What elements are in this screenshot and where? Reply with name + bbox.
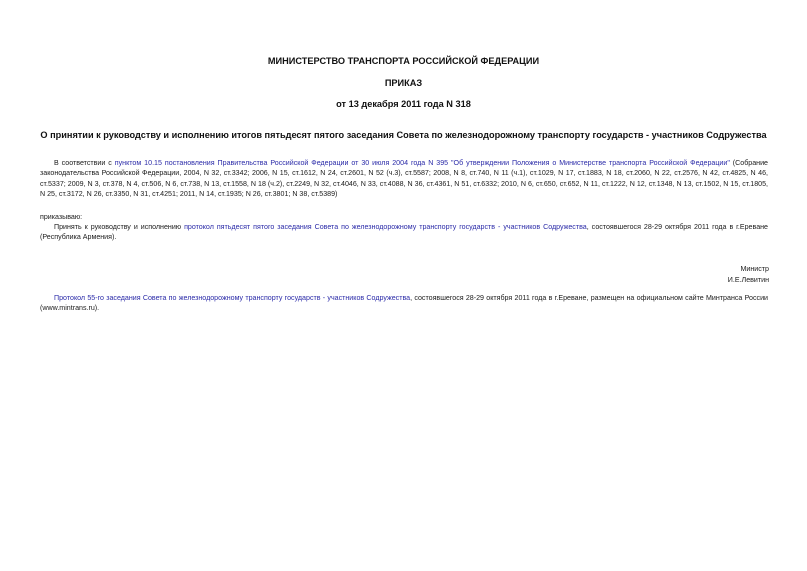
order-clause — [40, 222, 768, 243]
document-title: О принятии к руководству и исполнению итогов пятьдесят пятого заседания Совета по железнодорожному транспорту государств - участников Содружества — [40, 130, 767, 140]
order-clause-suffix: , состоявшегося 28-29 октября 2011 года в г.Ереване (Республика Армения). — [40, 223, 768, 242]
note-paragraph — [40, 293, 768, 314]
preamble-paragraph — [40, 158, 768, 200]
order-word: приказываю: — [40, 213, 83, 221]
protocol-55-link[interactable]: Протокол 55-го заседания Совета по железнодорожному транспорту государств - участников Содружества — [54, 294, 411, 302]
note-suffix: , состоявшегося 28-29 октября 2011 года в г.Ереване, размещен на официальном сайте Минтранса России (www.mintrans.ru). — [40, 294, 769, 313]
protocol-link[interactable]: протокол пятьдесят пятого заседания Совета по железнодорожному транспорту государств - участников Содружества — [184, 223, 587, 231]
preamble-prefix: В соответствии с — [54, 159, 115, 167]
signature-position: Министр — [740, 265, 769, 273]
signature-name: И.Е.Левитин — [727, 276, 769, 284]
date-and-number: от 13 декабря 2011 года N 318 — [336, 99, 471, 109]
order-clause-prefix: Принять к руководству и исполнению — [54, 223, 185, 231]
decree-link[interactable]: пунктом 10.15 постановления Правительства Российской Федерации от 30 июля 2004 года N 395 "Об утверждении Положения о Министерстве транспорта Российской Федерации" — [114, 159, 730, 167]
preamble-citations: (Собрание законодательства Российской Федерации, 2004, N 32, ст.3342; 2006, N 15, ст.1612, N 24, ст.2601, N 52 (ч.3), ст.5587; 2008, N 8, ст.740, N 11 (ч.1), ст.1029, N 17, ст.1883, N 18, ст.2060, N 22, ст.2576, N 42, ст.4825, N 46, ст.5337; 2009, N 3, ст.378, N 4, ст.506, N 6, ст.738, N 13, ст.1558, N 18 (ч.2), ст.2249, N 32, ст.4046, N 33, ст.4088, N 36, ст.4361, N 51, ст.6332; 2010, N 6, ст.650, ст.652, N 11, ст.1222, N 12, ст.1348, N 13, ст.1502, N 15, ст.1805, N 25, ст.3172, N 26, ст.3350, N 31, ст.4251; 2011, N 14, ст.1935; N 26, ст.3801; N 38, ст.5389) — [40, 159, 768, 199]
ministry-heading: МИНИСТЕРСТВО ТРАНСПОРТА РОССИЙСКОЙ ФЕДЕРАЦИИ — [267, 56, 540, 66]
document-type: ПРИКАЗ — [384, 78, 423, 88]
